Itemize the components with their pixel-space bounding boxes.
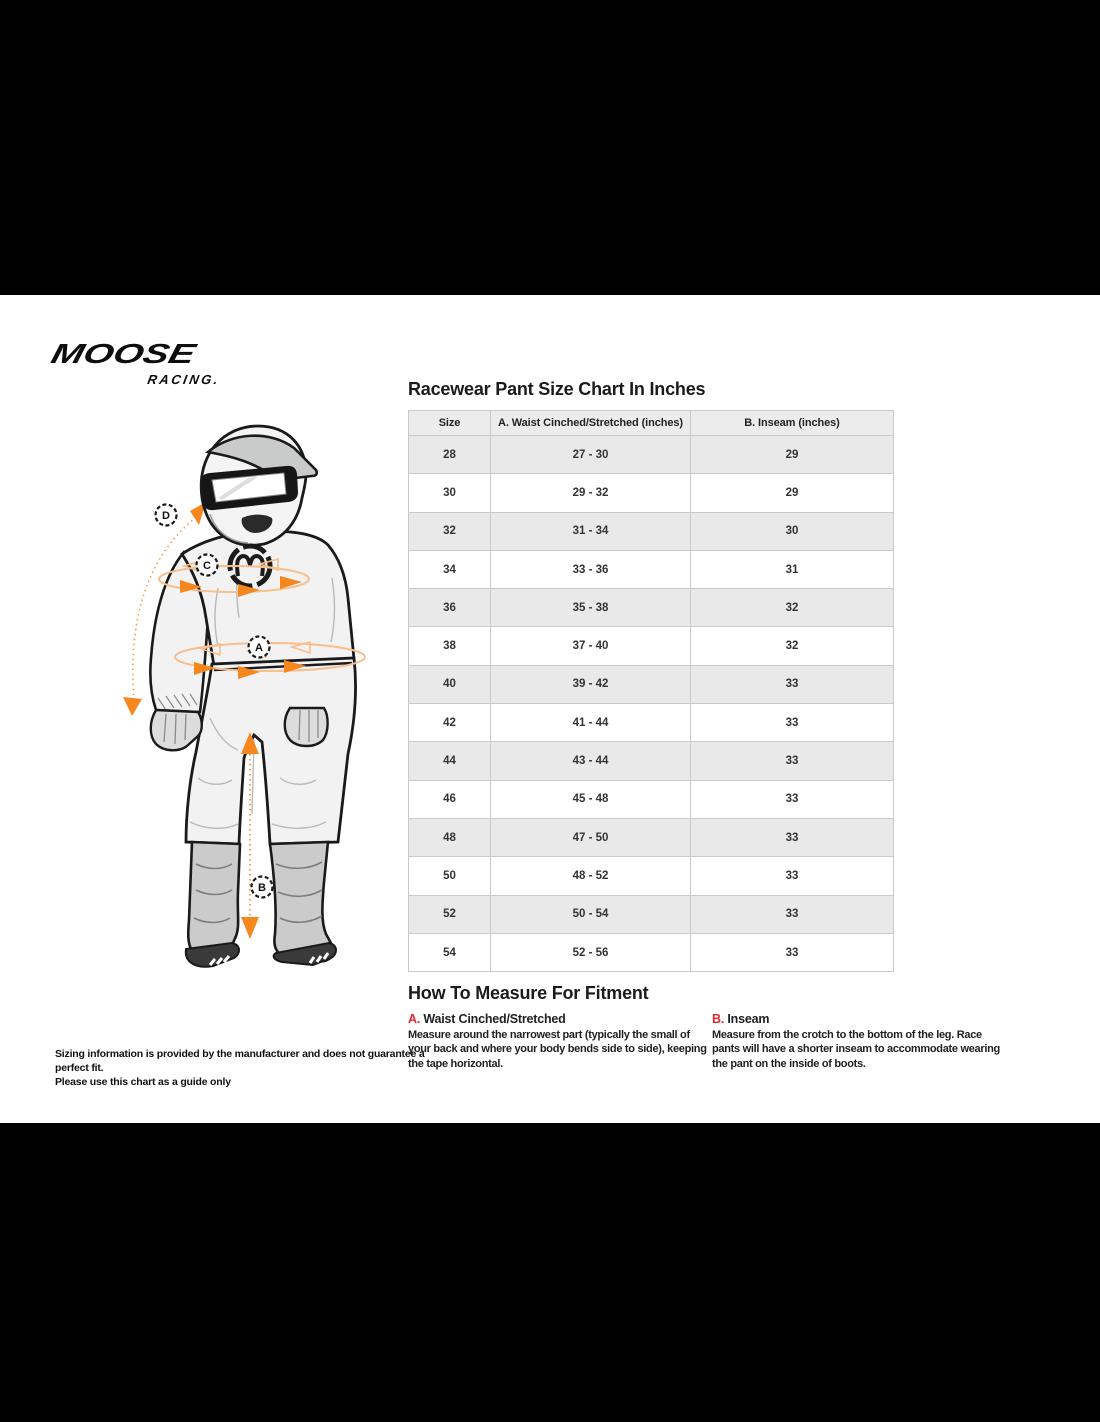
measure-body-waist: Measure around the narrowest part (typically the small of your back and where your body bends side to side), keeping the tape horizontal. — [408, 1029, 707, 1070]
table-row — [409, 550, 894, 588]
table-header — [409, 411, 894, 436]
table-cell: 33 - 36 — [491, 550, 691, 588]
measure-letter-a: A. — [408, 1012, 421, 1026]
table-cell: 42 — [409, 704, 491, 742]
boots — [186, 842, 336, 967]
table-row — [409, 704, 894, 742]
table-cell: 44 — [409, 742, 491, 780]
table-cell: 33 — [691, 818, 894, 856]
table-cell: 38 — [409, 627, 491, 665]
table-cell: 33 — [691, 742, 894, 780]
table-row — [409, 627, 894, 665]
table-cell: 52 — [409, 895, 491, 933]
table-cell: 48 - 52 — [491, 857, 691, 895]
size-chart-title: Racewear Pant Size Chart In Inches — [408, 379, 706, 399]
table-body — [409, 436, 894, 972]
measure-title-waist — [408, 1012, 708, 1026]
measure-title-inseam — [712, 1012, 1012, 1026]
table-row — [409, 818, 894, 856]
table-cell: 46 — [409, 780, 491, 818]
table-row — [409, 512, 894, 550]
letterbox-bottom — [0, 1123, 1100, 1422]
badge-d — [156, 505, 177, 526]
measure-item-waist — [408, 1012, 708, 1071]
rider-svg — [118, 418, 408, 978]
size-chart-table — [408, 410, 894, 972]
disclaimer-line-2: Please use this chart as a guide only — [55, 1076, 231, 1089]
table-cell: 32 — [691, 627, 894, 665]
table-cell: 36 — [409, 589, 491, 627]
column-header: A. Waist Cinched/Stretched (inches) — [491, 411, 691, 436]
helmet — [201, 426, 317, 545]
pants — [186, 658, 356, 844]
svg-text:C: C — [203, 560, 211, 572]
measure-body-inseam: Measure from the crotch to the bottom of the leg. Race pants will have a shorter inseam to accommodate wearing the pant on the inside of boots. — [712, 1029, 1000, 1070]
table-cell: 33 — [691, 665, 894, 703]
logo-wordmark: MOOSE — [48, 339, 199, 370]
svg-text:A: A — [255, 642, 263, 654]
column-header: B. Inseam (inches) — [691, 411, 894, 436]
table-cell: 32 — [409, 512, 491, 550]
moose-racing-logo — [48, 339, 222, 387]
table-row — [409, 665, 894, 703]
logo-subtext: RACING. — [146, 372, 222, 387]
column-header: Size — [409, 411, 491, 436]
disclaimer-line-1: Sizing information is provided by the manufacturer and does not guarantee a perfect fit. — [55, 1048, 425, 1075]
table-cell: 40 — [409, 665, 491, 703]
table-cell: 45 - 48 — [491, 780, 691, 818]
table-cell: 54 — [409, 933, 491, 971]
table-cell: 27 - 30 — [491, 436, 691, 474]
measure-title-text-inseam: Inseam — [727, 1012, 770, 1026]
header-row — [409, 411, 894, 436]
table-cell: 50 - 54 — [491, 895, 691, 933]
table-row — [409, 474, 894, 512]
table-cell: 30 — [409, 474, 491, 512]
table-row — [409, 857, 894, 895]
table-cell: 52 - 56 — [491, 933, 691, 971]
table-row — [409, 895, 894, 933]
badge-c — [197, 555, 218, 576]
table-row — [409, 780, 894, 818]
table-cell: 34 — [409, 550, 491, 588]
table-cell: 33 — [691, 704, 894, 742]
table-row — [409, 742, 894, 780]
badge-b — [252, 877, 273, 898]
table-cell: 43 - 44 — [491, 742, 691, 780]
table-cell: 33 — [691, 780, 894, 818]
rider-illustration — [118, 418, 408, 978]
badge-a — [249, 637, 270, 658]
table-cell: 33 — [691, 857, 894, 895]
table-cell: 30 — [691, 512, 894, 550]
measure-letter-b: B. — [712, 1012, 725, 1026]
content-area — [0, 295, 1100, 1123]
table-cell: 41 - 44 — [491, 704, 691, 742]
table-cell: 37 - 40 — [491, 627, 691, 665]
svg-text:D: D — [162, 510, 170, 522]
table-cell: 31 - 34 — [491, 512, 691, 550]
table-cell: 35 - 38 — [491, 589, 691, 627]
measure-title-text-waist: Waist Cinched/Stretched — [423, 1012, 566, 1026]
svg-text:B: B — [258, 882, 266, 894]
disclaimer — [55, 1047, 425, 1090]
table-cell: 33 — [691, 933, 894, 971]
table-cell: 29 — [691, 436, 894, 474]
table-cell: 29 — [691, 474, 894, 512]
table-cell: 47 - 50 — [491, 818, 691, 856]
table-cell: 31 — [691, 550, 894, 588]
table-cell: 39 - 42 — [491, 665, 691, 703]
table-cell: 33 — [691, 895, 894, 933]
table-row — [409, 436, 894, 474]
table-row — [409, 933, 894, 971]
how-to-measure-heading: How To Measure For Fitment — [408, 983, 649, 1003]
measure-item-inseam — [712, 1012, 1012, 1071]
letterbox-top — [0, 0, 1100, 295]
table-cell: 48 — [409, 818, 491, 856]
table-cell: 29 - 32 — [491, 474, 691, 512]
table-row — [409, 589, 894, 627]
table-cell: 28 — [409, 436, 491, 474]
table-cell: 32 — [691, 589, 894, 627]
table-cell: 50 — [409, 857, 491, 895]
